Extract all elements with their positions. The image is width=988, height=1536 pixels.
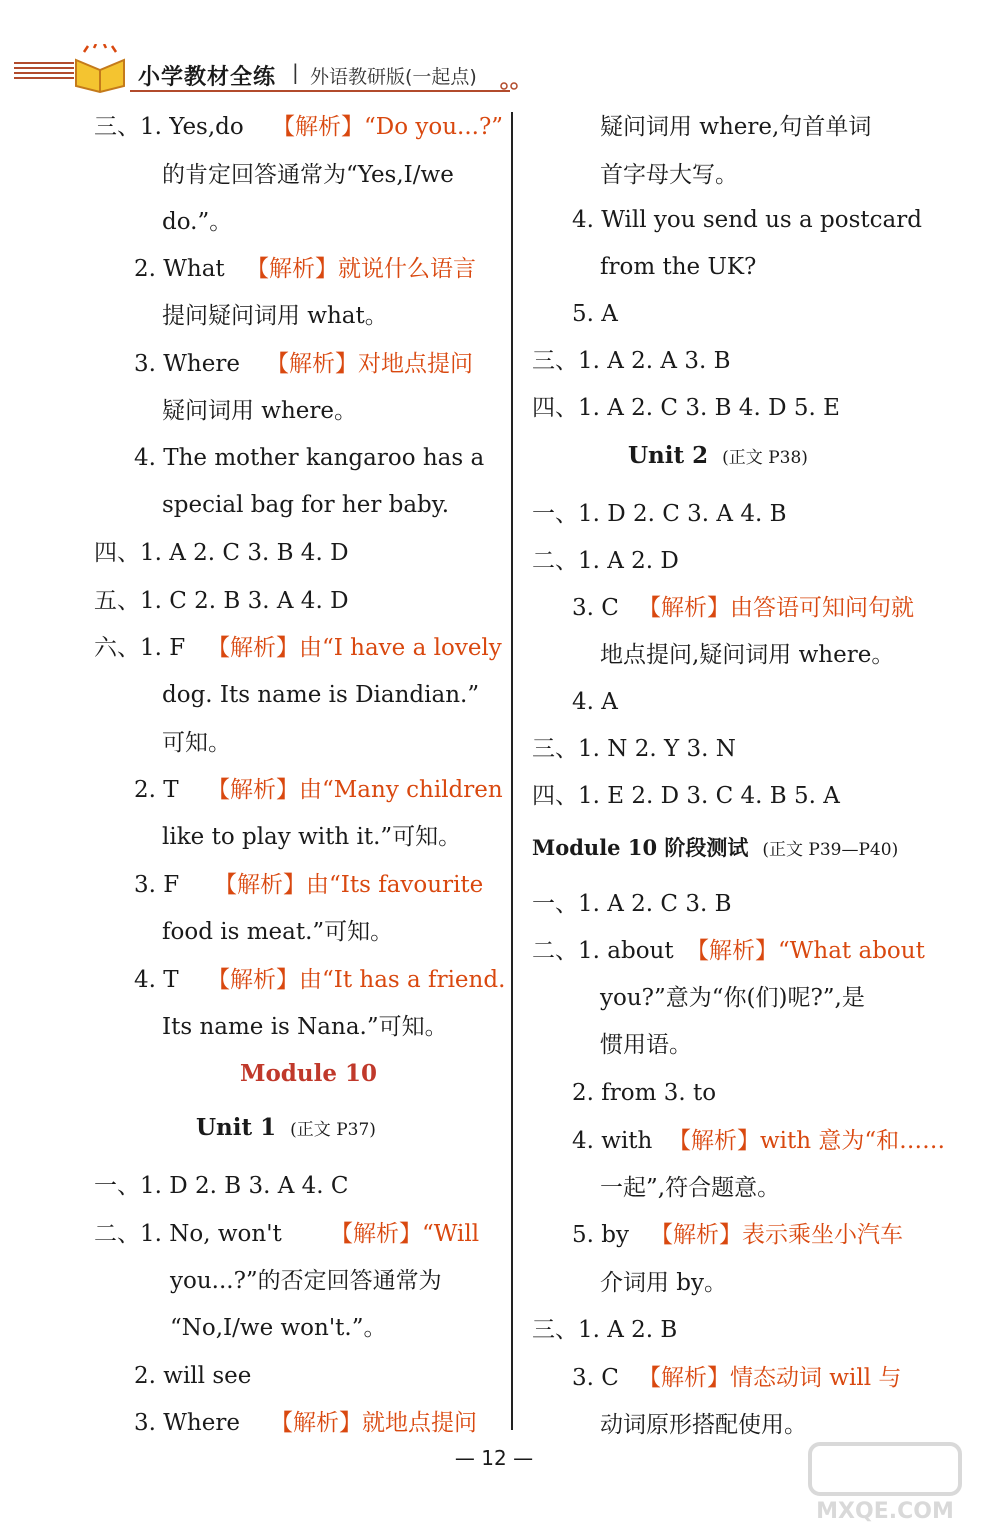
analysis-text-left-34: 【解析】就地点提问	[270, 1410, 477, 1436]
analysis-text-right-22: 【解析】with 意为“和……	[668, 1128, 946, 1154]
page-number: — 12 —	[454, 1446, 534, 1470]
analysis-text-right-25: 【解析】表示乘坐小汽车	[650, 1222, 903, 1248]
answer-line-right-7: 一、1. D 2. C 3. A 4. B	[532, 501, 787, 527]
watermark-text: MXQE.COM	[816, 1499, 954, 1524]
answer-line-right-16: 二、1. about	[532, 938, 674, 964]
answer-line-right-0: 疑问词用 where,句首单词	[600, 114, 872, 140]
unit2-heading	[628, 442, 808, 469]
answer-line-right-6: 四、1. A 2. C 3. B 4. D 5. E	[532, 395, 840, 421]
answer-line-left-2: 的肯定回答通常为“Yes,I/we	[162, 162, 454, 188]
answer-line-left-28: 二、1. No, won't	[94, 1221, 282, 1247]
analysis-text-left-25: 【解析】由“It has a friend.	[207, 967, 506, 993]
header-underline	[130, 90, 510, 92]
analysis-text-left-5: 【解析】就说什么语言	[246, 256, 476, 282]
answer-line-left-21: 3. F	[134, 872, 180, 898]
analysis-text-left-8: 【解析】对地点提问	[266, 351, 473, 377]
header-separator: |	[292, 60, 299, 84]
header-rule-lines	[14, 62, 74, 80]
analysis-text-left-29: 【解析】“Will	[330, 1221, 480, 1247]
header-ornament	[500, 80, 524, 92]
unit2-title: Unit 2	[628, 442, 709, 469]
answer-line-right-8: 二、1. A 2. D	[532, 548, 679, 574]
answer-line-right-30: 动词原形搭配使用。	[600, 1412, 807, 1438]
test-heading	[532, 832, 898, 862]
answer-line-left-17: 可知。	[162, 730, 231, 756]
unit2-ref: (正文 P38)	[722, 448, 808, 468]
test-title: Module 10 阶段测试	[532, 835, 749, 860]
answer-line-left-13: 五、1. C 2. B 3. A 4. D	[94, 588, 349, 614]
analysis-text-left-22: 【解析】由“Its favourite	[214, 872, 484, 898]
analysis-text-right-29: 【解析】情态动词 will 与	[638, 1365, 902, 1391]
answer-line-right-3: from the UK?	[600, 254, 757, 280]
answer-line-right-20: 2. from 3. to	[572, 1080, 717, 1106]
header-subtitle: 外语教研版(一起点)	[310, 66, 477, 88]
answer-line-right-12: 4. A	[572, 689, 618, 715]
answer-line-left-32: 2. will see	[134, 1363, 252, 1389]
answer-line-left-26: Its name is Nana.”可知。	[162, 1014, 448, 1040]
answer-line-left-0: 三、1. Yes,do	[94, 114, 244, 140]
answer-line-right-15: 一、1. A 2. C 3. B	[532, 891, 732, 917]
answer-line-left-30: you...?”的否定回答通常为	[170, 1268, 442, 1294]
answer-line-right-19: 惯用语。	[600, 1032, 692, 1058]
answer-line-left-16: dog. Its name is Diandian.”	[162, 682, 480, 708]
test-ref: (正文 P39—P40)	[762, 840, 899, 860]
answer-line-left-24: 4. T	[134, 967, 179, 993]
answer-line-left-7: 3. Where	[134, 351, 240, 377]
unit1-title: Unit 1	[196, 1114, 277, 1141]
answer-line-right-23: 一起”,符合题意。	[600, 1175, 781, 1201]
answer-line-left-11: special bag for her baby.	[162, 492, 450, 518]
answer-line-left-27: 一、1. D 2. B 3. A 4. C	[94, 1173, 349, 1199]
answer-line-right-26: 介词用 by。	[600, 1270, 728, 1296]
answer-line-left-9: 疑问词用 where。	[162, 398, 358, 424]
analysis-text-left-1: 【解析】“Do you...?”	[272, 114, 504, 140]
answer-line-right-21: 4. with	[572, 1128, 653, 1154]
answer-line-left-12: 四、1. A 2. C 3. B 4. D	[94, 540, 349, 566]
answer-line-left-18: 2. T	[134, 777, 179, 803]
answer-line-right-14: 四、1. E 2. D 3. C 4. B 5. A	[532, 783, 840, 809]
answer-line-right-4: 5. A	[572, 301, 618, 327]
answer-line-left-23: food is meat.”可知。	[162, 919, 394, 945]
column-divider	[511, 112, 513, 1430]
answer-line-left-4: 2. What	[134, 256, 225, 282]
answer-line-right-9: 3. C	[572, 595, 619, 621]
answer-line-left-31: “No,I/we won't.”。	[170, 1315, 387, 1341]
header-title: 小学教材全练	[138, 65, 277, 90]
module-heading: Module 10	[240, 1060, 377, 1087]
answer-line-right-1: 首字母大写。	[600, 162, 738, 188]
analysis-text-left-19: 【解析】由“Many children	[207, 777, 503, 803]
answer-line-right-18: you?”意为“你(们)呢?”,是	[600, 985, 865, 1011]
answer-line-right-24: 5. by	[572, 1222, 629, 1248]
answer-line-left-33: 3. Where	[134, 1410, 240, 1436]
analysis-text-left-15: 【解析】由“I have a lovely	[207, 635, 502, 661]
answer-line-left-20: like to play with it.”可知。	[162, 824, 462, 850]
open-book-icon	[72, 44, 128, 94]
analysis-text-right-10: 【解析】由答语可知问句就	[638, 595, 914, 621]
watermark-logo	[800, 1438, 970, 1528]
analysis-text-right-17: 【解析】“What about	[686, 938, 925, 964]
unit1-heading	[196, 1114, 376, 1141]
answer-line-right-13: 三、1. N 2. Y 3. N	[532, 736, 736, 762]
answer-line-right-28: 3. C	[572, 1365, 619, 1391]
answer-line-left-10: 4. The mother kangaroo has a	[134, 445, 485, 471]
answer-line-right-5: 三、1. A 2. A 3. B	[532, 348, 731, 374]
answer-line-left-14: 六、1. F	[94, 635, 186, 661]
answer-line-left-3: do.”。	[162, 209, 233, 235]
answer-line-right-2: 4. Will you send us a postcard	[572, 207, 922, 233]
unit1-ref: (正文 P37)	[290, 1120, 376, 1140]
answer-line-right-11: 地点提问,疑问词用 where。	[600, 642, 895, 668]
answer-line-left-6: 提问疑问词用 what。	[162, 303, 388, 329]
answer-line-right-27: 三、1. A 2. B	[532, 1317, 678, 1343]
